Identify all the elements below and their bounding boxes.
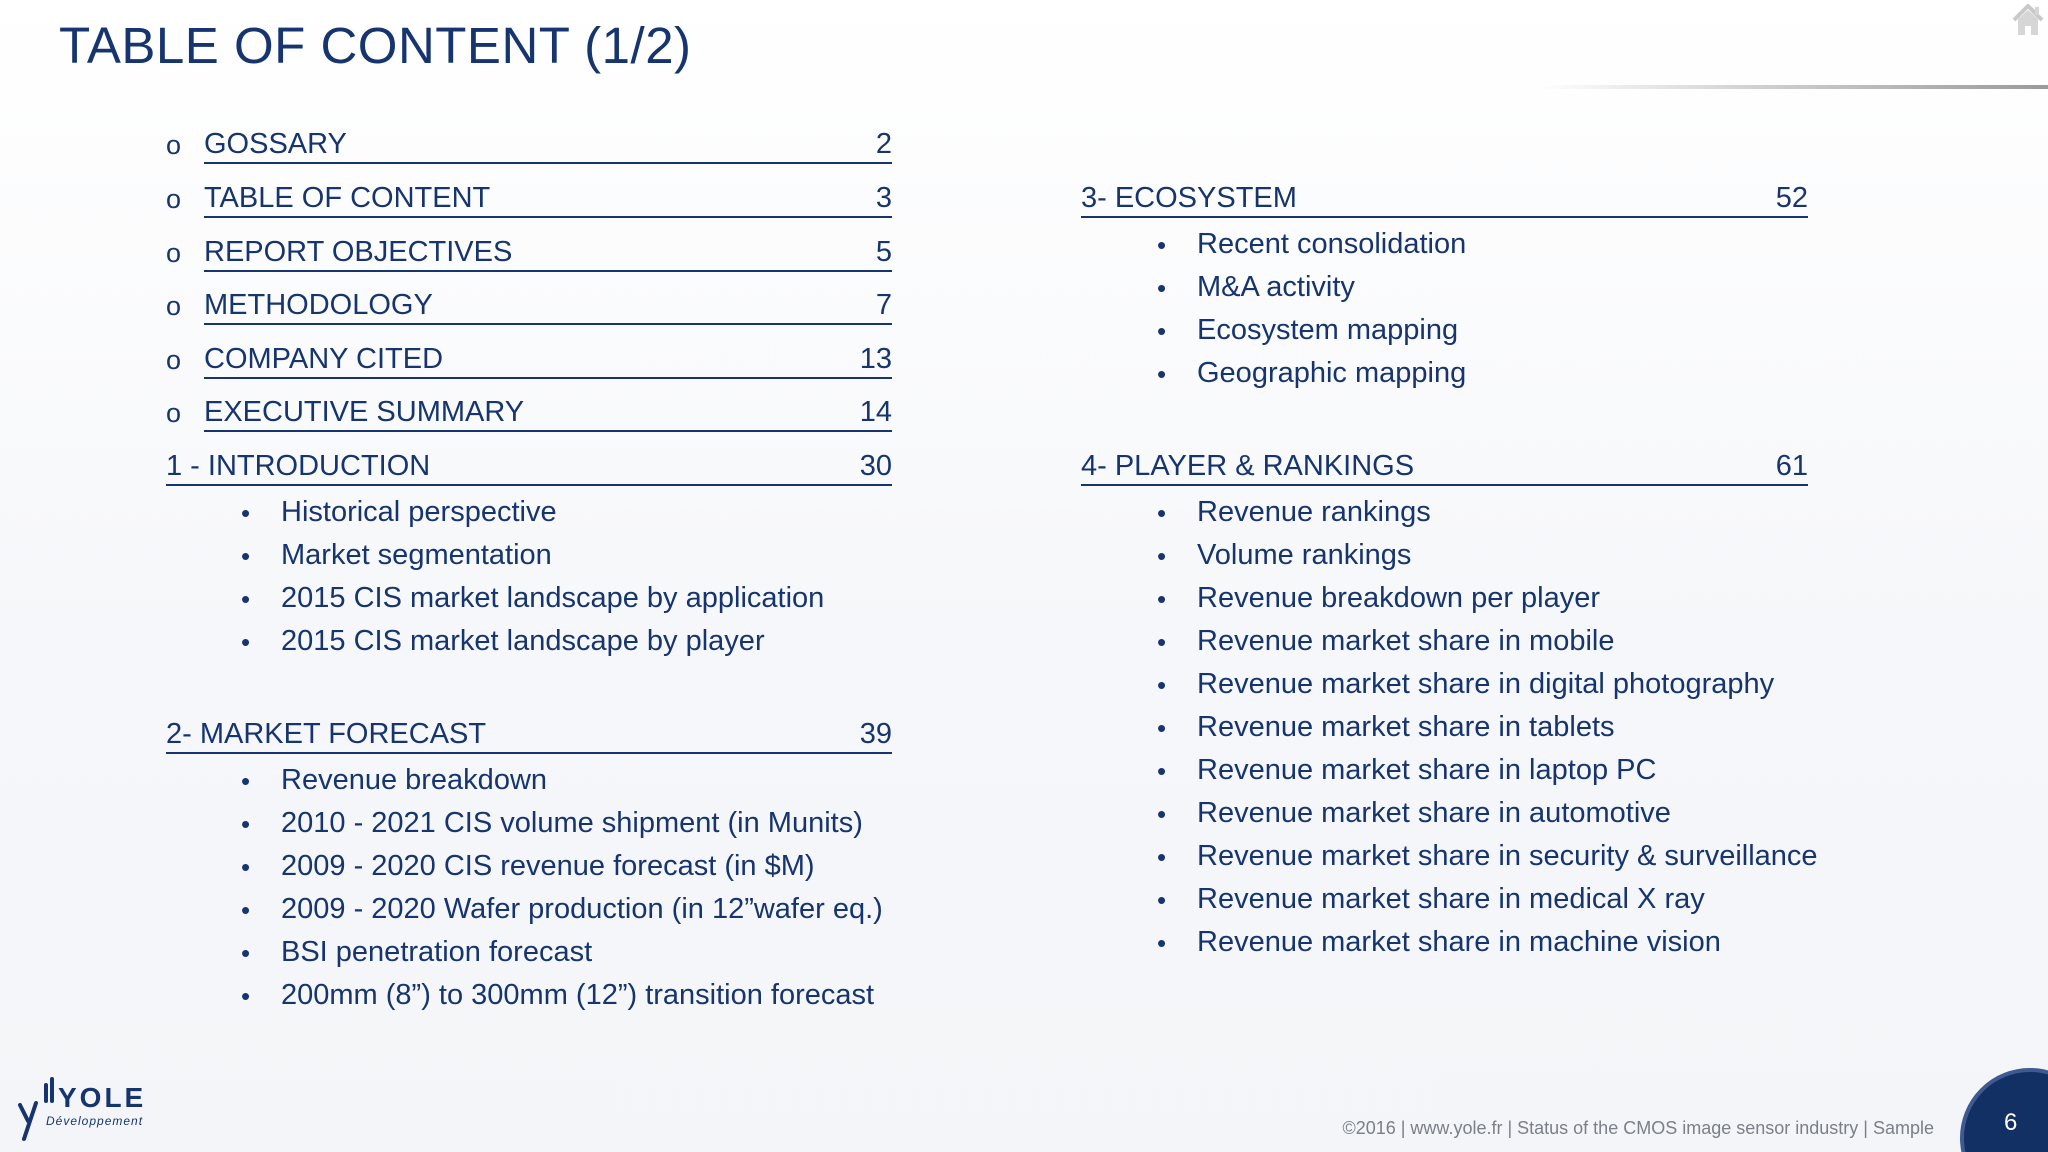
bullet-icon: • <box>241 541 251 571</box>
bullet-icon: • <box>241 498 251 528</box>
bullet-icon: • <box>1157 273 1167 303</box>
bullet-icon: • <box>241 852 251 882</box>
toc-entry-page: 2 <box>875 128 892 160</box>
footer-text: ©2016 | www.yole.fr | Status of the CMOS image sensor industry | Sample <box>1342 1118 1934 1138</box>
bullet-icon: • <box>241 809 251 839</box>
home-icon[interactable] <box>2008 0 2048 38</box>
toc-entry-executive-summary[interactable] <box>166 392 892 432</box>
circle-bullet-icon: o <box>166 184 182 214</box>
circle-bullet-icon: o <box>166 291 182 321</box>
title-divider <box>1540 85 2048 89</box>
logo-tagline: Développement <box>46 1114 144 1128</box>
toc-entry-company-cited[interactable] <box>166 339 892 379</box>
toc-link[interactable] <box>204 178 892 218</box>
toc-entry-page: 14 <box>859 396 892 428</box>
toc-entry-page: 3 <box>875 182 892 214</box>
toc-section-heading[interactable] <box>166 446 892 486</box>
toc-section-label: 4- PLAYER & RANKINGS <box>1081 450 1415 482</box>
toc-link[interactable] <box>204 124 892 164</box>
toc-link[interactable] <box>166 714 892 754</box>
toc-link[interactable] <box>204 285 892 325</box>
bullet-icon: • <box>1157 713 1167 743</box>
bullet-icon: • <box>1157 541 1167 571</box>
toc-entry-label: GOSSARY <box>204 128 347 160</box>
yole-logo <box>16 1073 156 1143</box>
bullet-icon: • <box>241 627 251 657</box>
bullet-icon: • <box>1157 756 1167 786</box>
toc-section-heading[interactable] <box>1081 446 1808 486</box>
circle-bullet-icon: o <box>166 238 182 268</box>
toc-entry-label: TABLE OF CONTENT <box>204 182 491 214</box>
bullet-icon: • <box>1157 627 1167 657</box>
toc-entry-label: REPORT OBJECTIVES <box>204 236 513 268</box>
bullet-icon: • <box>1157 885 1167 915</box>
circle-bullet-icon: o <box>166 398 182 428</box>
bullet-icon: • <box>1157 584 1167 614</box>
toc-section-page: 30 <box>859 450 892 482</box>
bullet-icon: • <box>1157 842 1167 872</box>
circle-bullet-icon: o <box>166 345 182 375</box>
toc-section-label: 3- ECOSYSTEM <box>1081 182 1297 214</box>
toc-entry-page: 5 <box>875 236 892 268</box>
bullet-icon: • <box>241 938 251 968</box>
bullet-icon: • <box>1157 928 1167 958</box>
toc-entry-label: EXECUTIVE SUMMARY <box>204 396 525 428</box>
slide-title: TABLE OF CONTENT (1/2) <box>59 17 692 74</box>
bullet-icon: • <box>1157 498 1167 528</box>
bullet-icon: • <box>241 766 251 796</box>
toc-section-label: 1 - INTRODUCTION <box>166 450 431 482</box>
toc-link[interactable] <box>204 232 892 272</box>
toc-section-page: 52 <box>1775 182 1808 214</box>
toc-entry-table-of-content[interactable] <box>166 178 892 218</box>
toc-entry-label: COMPANY CITED <box>204 343 444 375</box>
bullet-icon: • <box>1157 670 1167 700</box>
toc-entry-methodology[interactable] <box>166 285 892 325</box>
bullet-icon: • <box>1157 799 1167 829</box>
toc-entry-report-objectives[interactable] <box>166 232 892 272</box>
toc-link[interactable] <box>204 392 892 432</box>
toc-section-page: 61 <box>1775 450 1808 482</box>
bullet-icon: • <box>1157 316 1167 346</box>
toc-section-page: 39 <box>859 718 892 750</box>
toc-link[interactable] <box>204 339 892 379</box>
toc-section-heading[interactable] <box>166 714 892 754</box>
page-number: 6 <box>2004 1109 2018 1136</box>
toc-entry-page: 13 <box>859 343 892 375</box>
bullet-icon: • <box>241 981 251 1011</box>
toc-link[interactable] <box>1081 178 1808 218</box>
bullet-icon: • <box>241 895 251 925</box>
toc-entry-label: METHODOLOGY <box>204 289 433 321</box>
toc-link[interactable] <box>1081 446 1808 486</box>
toc-entry-page: 7 <box>875 289 892 321</box>
toc-entry-gossary[interactable] <box>166 124 892 164</box>
bullet-icon: • <box>1157 359 1167 389</box>
bullet-icon: • <box>1157 230 1167 260</box>
toc-link[interactable] <box>166 446 892 486</box>
toc-section-label: 2- MARKET FORECAST <box>166 718 487 750</box>
toc-section-heading[interactable] <box>1081 178 1808 218</box>
bullet-icon: • <box>241 584 251 614</box>
circle-bullet-icon: o <box>166 130 182 160</box>
logo-wordmark: YOLE <box>58 1082 147 1113</box>
